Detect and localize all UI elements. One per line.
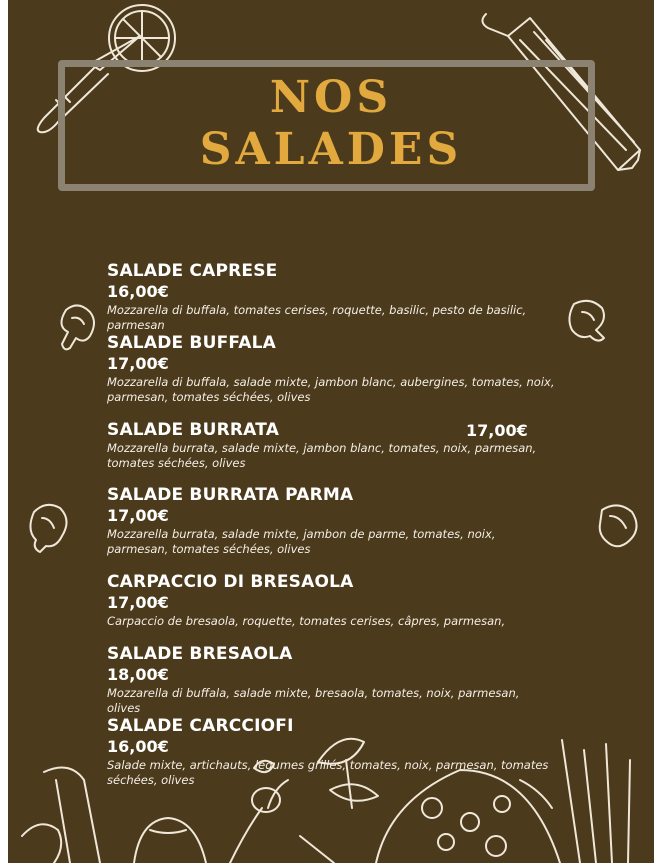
mushroom-icon — [61, 305, 94, 349]
menu-item-price: 17,00€ — [107, 354, 169, 373]
menu-item-price: 17,00€ — [107, 506, 169, 525]
menu-item-description: Mozzarella di buffala, salade mixte, bresaola, tomates, noix, parmesan, olives — [107, 686, 520, 715]
menu-item-name: SALADE BUFFALA — [107, 333, 277, 353]
menu-item-description: Mozzarella burrata, salade mixte, jambon de parme, tomates, noix, parmesan, tomates séchées, olives — [107, 527, 496, 556]
menu-item-description: Mozzarella di buffala, salade mixte, jambon blanc, aubergines, tomates, noix, parmesan, tomates séchées, olives — [107, 375, 555, 404]
page-title-line-2: SALADES — [199, 124, 463, 175]
mushroom-icon — [30, 505, 66, 552]
menu-item — [107, 333, 557, 405]
menu-item-name: CARPACCIO DI BRESAOLA — [107, 572, 354, 592]
page-title-line-1: NOS — [269, 72, 393, 123]
menu-item-name: SALADE BURRATA PARMA — [107, 485, 354, 505]
menu-item-price: 16,00€ — [107, 282, 169, 301]
menu-item — [107, 572, 557, 629]
menu-item — [107, 644, 557, 716]
menu-item-price: 17,00€ — [466, 421, 528, 440]
menu-item-price: 18,00€ — [107, 665, 169, 684]
menu-item — [107, 485, 557, 557]
mushroom-icon — [569, 301, 604, 341]
menu-item — [107, 261, 557, 333]
menu-item-price: 16,00€ — [107, 737, 169, 756]
menu-item-name: SALADE BRESAOLA — [107, 644, 293, 664]
menu-item-name: SALADE BURRATA — [107, 420, 280, 440]
menu-item-description: Carpaccio de bresaola, roquette, tomates cerises, câpres, parmesan, — [107, 614, 506, 628]
menu-item-description: Salade mixte, artichauts, legumes grillés, tomates, noix, parmesan, tomates séchées, olives — [107, 758, 549, 787]
menu-item-name: SALADE CARCCIOFI — [107, 716, 294, 736]
menu-item — [107, 716, 557, 788]
menu-item-price: 17,00€ — [107, 593, 169, 612]
mushroom-icon — [600, 505, 637, 546]
menu-item-description: Mozzarella burrata, salade mixte, jambon blanc, tomates, noix, parmesan, tomates séchées, olives — [107, 441, 537, 470]
menu-item-description: Mozzarella di buffala, tomates cerises, roquette, basilic, pesto de basilic, parmesan — [107, 303, 527, 332]
menu-item-name: SALADE CAPRESE — [107, 261, 278, 281]
menu-item — [107, 420, 557, 471]
